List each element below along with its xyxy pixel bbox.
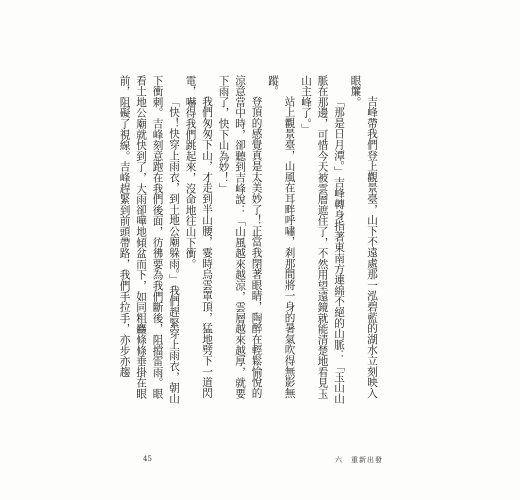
paragraph: 「那是日月潭。」吉峰轉身指著東南方連綿不絕的山脈：「玉山山脈在那邊，可惜今天被雲層遮住了，不然用望遠鏡就能清楚地看見玉山主峰了。」 [300, 75, 345, 405]
paragraph: 吉峰帶我們登上觀景臺，山下不遠處那一泓碧藍的湖水立刻映入眼簾。 [349, 75, 378, 399]
body-text [118, 75, 380, 405]
paragraph: 「快！快穿上雨衣，到土地公廟躲雨。」我們趕緊穿上雨衣，朝山下衝刺。吉峰刻意跑在我們後面，彷彿要為我們斷後，阻擋雷雨。眼看土地公廟就快到了，大雨卻嘩地傾盆而下，如同粗麤條條垂掛在眼前，阻礙了視線。吉峰趕緊到前頭帶路，我們手拉手，亦步亦趨 [118, 75, 180, 405]
page-number: 45 [143, 455, 152, 463]
paragraph: 我們匆匆下山，才走到半山腰，霎時烏雲罩頂，猛地劈下一道閃電，嚇得我們跳起來，沒命地往山下衝。 [184, 75, 213, 399]
chapter-title: 六 重新出發 [335, 456, 383, 464]
paragraph: 登頂的感覺真是太美妙了！正當我閉著眼睛，陶醉在輕鬆愉悅的涼意當中時，卻聽到吉峰說：「山風越來越涼，雲層越來越厚，就要下雨了，快下山為妙！」 [217, 75, 263, 399]
paragraph: 站上觀景臺，山風在耳畔呼嘯，剎那間將一身的暑氣吹得無影無蹤。 [267, 75, 296, 399]
